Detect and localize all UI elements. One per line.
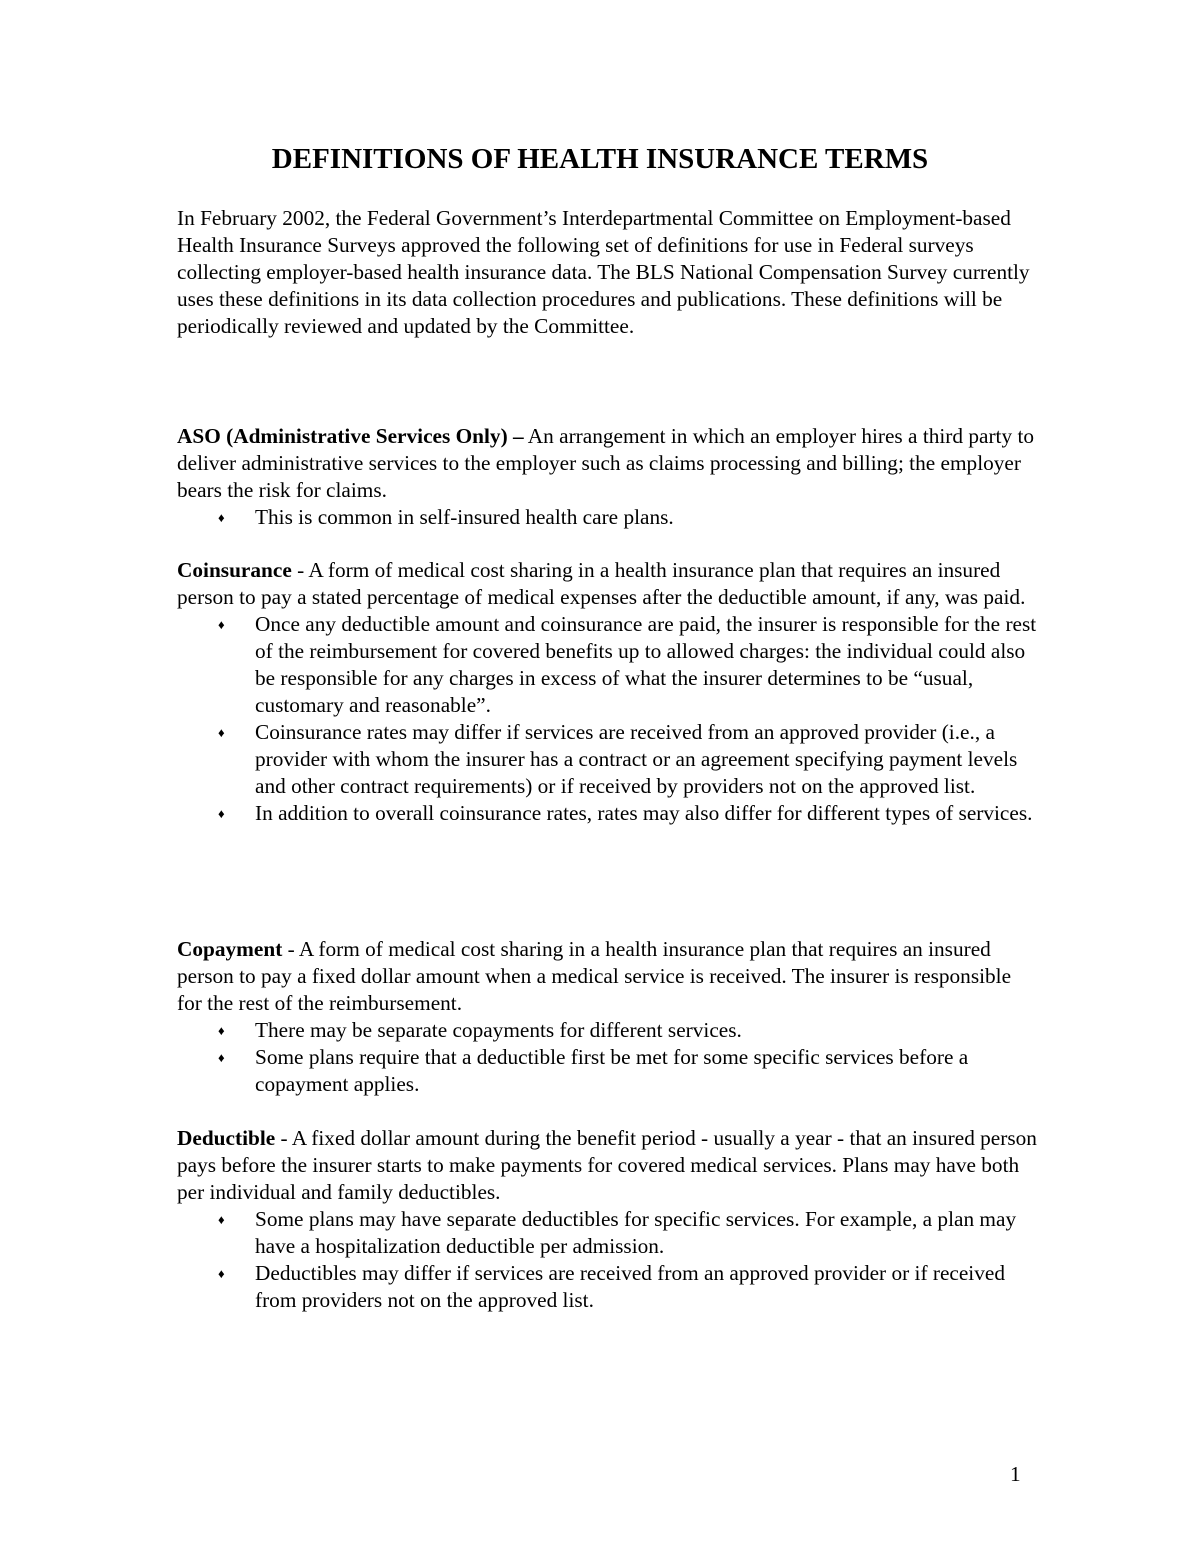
page-number: 1 <box>1010 1462 1021 1486</box>
definition-text: - A fixed dollar amount during the benefit period - usually a year - that an insured person pays before the insurer starts to make payments for covered medical services. Plans may have both per individual and family deductibles. <box>177 1126 1037 1204</box>
bullet-text: In addition to overall coinsurance rates, rates may also differ for different types of services. <box>255 801 1033 825</box>
list-item <box>177 1206 1037 1260</box>
diamond-bullet-icon: ♦ <box>218 806 225 821</box>
bullet-text: Some plans may have separate deductibles for specific services. For example, a plan may have a hospitalization deductible per admission. <box>255 1207 1017 1258</box>
list-item <box>177 1044 1037 1098</box>
definition-term: Coinsurance <box>177 558 292 582</box>
bullet-list <box>177 1017 1037 1098</box>
diamond-bullet-icon: ♦ <box>218 1050 225 1065</box>
list-item <box>177 1260 1037 1314</box>
diamond-bullet-icon: ♦ <box>218 510 225 525</box>
definition-copayment <box>177 936 1037 1098</box>
diamond-bullet-icon: ♦ <box>218 1266 225 1281</box>
definition-coinsurance <box>177 557 1037 827</box>
diamond-bullet-icon: ♦ <box>218 1023 225 1038</box>
bullet-text: Some plans require that a deductible first be met for some specific services before a copayment applies. <box>255 1045 969 1096</box>
diamond-bullet-icon: ♦ <box>218 725 225 740</box>
diamond-bullet-icon: ♦ <box>218 617 225 632</box>
bullet-list <box>177 611 1037 827</box>
bullet-list <box>177 1206 1037 1314</box>
definition-aso <box>177 423 1037 531</box>
intro-paragraph: In February 2002, the Federal Government’s Interdepartmental Committee on Employment-based Health Insurance Surveys approved the following set of definitions for use in Federal surveys collecting employer-based health insurance data. The BLS National Compensation Survey currently uses these definitions in its data collection procedures and publications. These definitions will be periodically reviewed and updated by the Committee. <box>177 206 1030 338</box>
bullet-text: Coinsurance rates may differ if services are received from an approved provider (i.e., a provider with whom the insurer has a contract or an agreement specifying payment levels and other contract requirements) or if received by providers not on the approved list. <box>255 720 1018 798</box>
bullet-text: Once any deductible amount and coinsurance are paid, the insurer is responsible for the rest of the reimbursement for covered benefits up to allowed charges: the individual could also be responsible for any charges in excess of what the insurer determines to be “usual, customary and reasonable”. <box>255 612 1037 717</box>
page-title: DEFINITIONS OF HEALTH INSURANCE TERMS <box>271 143 929 175</box>
definition-paragraph <box>177 557 1037 611</box>
bullet-text: Deductibles may differ if services are received from an approved provider or if received from providers not on the approved list. <box>255 1261 1005 1312</box>
bullet-text: There may be separate copayments for different services. <box>255 1018 742 1042</box>
definition-text: - A form of medical cost sharing in a health insurance plan that requires an insured person to pay a fixed dollar amount when a medical service is received. The insurer is responsible for the rest of the reimbursement. <box>177 937 1012 1015</box>
list-item <box>177 611 1037 719</box>
list-item <box>177 800 1037 827</box>
definition-term: Deductible <box>177 1126 276 1150</box>
definition-term: Copayment <box>177 937 283 961</box>
diamond-bullet-icon: ♦ <box>218 1212 225 1227</box>
definition-paragraph <box>177 936 1037 1017</box>
definition-deductible <box>177 1125 1037 1314</box>
bullet-text: This is common in self-insured health care plans. <box>255 505 674 529</box>
list-item <box>177 504 1037 531</box>
definition-text: - A form of medical cost sharing in a health insurance plan that requires an insured person to pay a stated percentage of medical expenses after the deductible amount, if any, was paid. <box>177 558 1026 609</box>
definition-term: ASO (Administrative Services Only) – <box>177 424 524 448</box>
bullet-list <box>177 504 1037 531</box>
list-item <box>177 719 1037 800</box>
definition-text: An arrangement in which an employer hires a third party to deliver administrative services to the employer such as claims processing and billing; the employer bears the risk for claims. <box>177 424 1035 502</box>
definition-paragraph <box>177 423 1037 504</box>
list-item <box>177 1017 1037 1044</box>
definition-paragraph <box>177 1125 1037 1206</box>
